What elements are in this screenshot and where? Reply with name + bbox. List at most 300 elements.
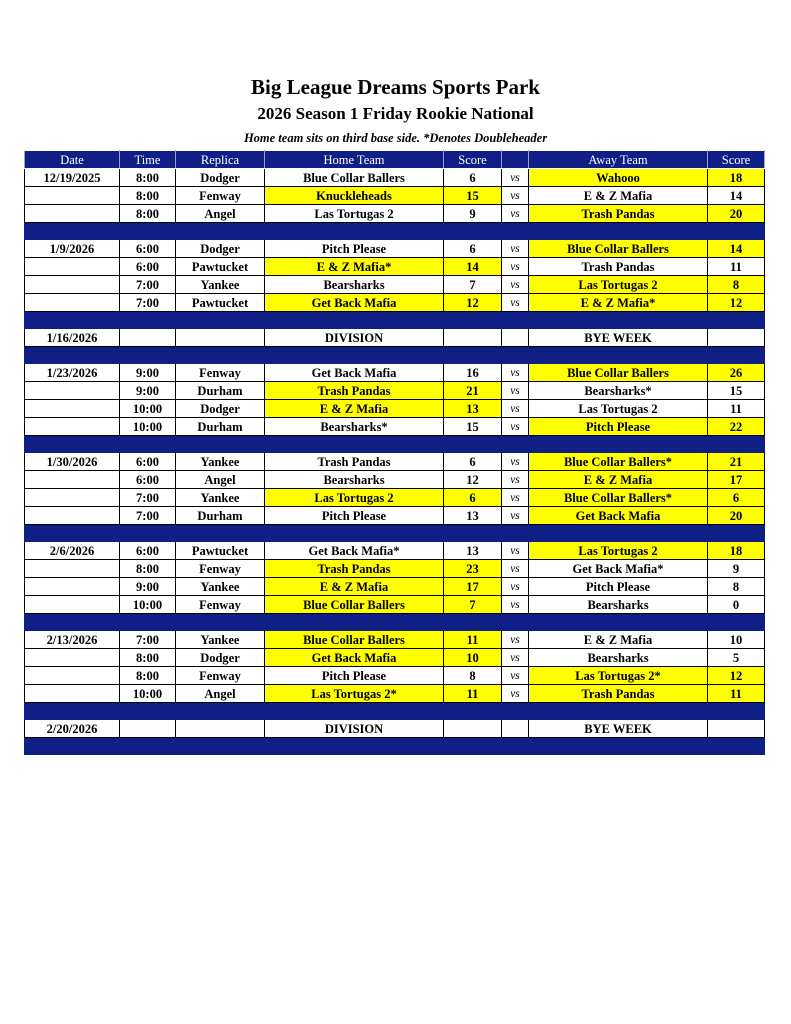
bye-week-label: BYE WEEK <box>529 329 708 347</box>
separator-cell <box>265 436 444 453</box>
separator-cell <box>502 614 529 631</box>
game-date <box>25 667 120 685</box>
away-team: Bearsharks <box>529 649 708 667</box>
home-score: 15 <box>444 418 502 436</box>
away-score: 10 <box>708 631 765 649</box>
separator-cell <box>176 703 265 720</box>
home-team: Trash Pandas <box>265 453 444 471</box>
away-team: Blue Collar Ballers* <box>529 489 708 507</box>
vs-label: vs <box>502 400 529 418</box>
game-replica: Pawtucket <box>176 258 265 276</box>
away-team: Las Tortugas 2 <box>529 276 708 294</box>
separator-cell <box>502 223 529 240</box>
game-date: 2/20/2026 <box>25 720 120 738</box>
bye-week-row <box>25 329 765 347</box>
home-score: 6 <box>444 169 502 187</box>
game-date <box>25 187 120 205</box>
game-replica: Fenway <box>176 364 265 382</box>
separator-cell <box>529 312 708 329</box>
week-separator <box>25 223 765 240</box>
week-separator <box>25 614 765 631</box>
separator-cell <box>708 223 765 240</box>
game-replica: Pawtucket <box>176 542 265 560</box>
separator-cell <box>708 614 765 631</box>
separator-cell <box>25 738 120 755</box>
game-replica: Pawtucket <box>176 294 265 312</box>
game-replica: Fenway <box>176 560 265 578</box>
game-time: 7:00 <box>120 631 176 649</box>
away-score: 14 <box>708 187 765 205</box>
vs-label: vs <box>502 471 529 489</box>
separator-cell <box>529 738 708 755</box>
game-replica: Durham <box>176 507 265 525</box>
header-row <box>25 151 765 169</box>
separator-cell <box>265 738 444 755</box>
game-replica: Yankee <box>176 453 265 471</box>
away-score: 21 <box>708 453 765 471</box>
home-team: Pitch Please <box>265 240 444 258</box>
separator-cell <box>502 312 529 329</box>
game-row <box>25 258 765 276</box>
separator-cell <box>25 312 120 329</box>
game-date <box>25 276 120 294</box>
week-separator <box>25 347 765 364</box>
separator-cell <box>176 738 265 755</box>
separator-cell <box>708 738 765 755</box>
game-row <box>25 453 765 471</box>
game-time: 6:00 <box>120 240 176 258</box>
game-replica <box>176 329 265 347</box>
game-time: 9:00 <box>120 382 176 400</box>
vs-label: vs <box>502 169 529 187</box>
game-date <box>25 649 120 667</box>
home-team: Bearsharks* <box>265 418 444 436</box>
bye-week-label: BYE WEEK <box>529 720 708 738</box>
game-replica: Dodger <box>176 169 265 187</box>
home-team: Get Back Mafia <box>265 649 444 667</box>
away-team: Bearsharks <box>529 596 708 614</box>
game-date <box>25 685 120 703</box>
home-score: 6 <box>444 489 502 507</box>
game-date: 1/9/2026 <box>25 240 120 258</box>
away-team: Trash Pandas <box>529 685 708 703</box>
page-subtitle: 2026 Season 1 Friday Rookie National <box>257 104 534 123</box>
home-score: 12 <box>444 294 502 312</box>
vs-label: vs <box>502 240 529 258</box>
home-team: E & Z Mafia* <box>265 258 444 276</box>
bye-division-label: DIVISION <box>265 720 444 738</box>
game-time: 6:00 <box>120 453 176 471</box>
separator-cell <box>265 614 444 631</box>
game-date: 2/6/2026 <box>25 542 120 560</box>
game-date: 12/19/2025 <box>25 169 120 187</box>
game-replica: Angel <box>176 205 265 223</box>
away-score: 8 <box>708 276 765 294</box>
separator-cell <box>120 312 176 329</box>
separator-cell <box>120 703 176 720</box>
separator-cell <box>502 525 529 542</box>
separator-cell <box>529 223 708 240</box>
bye-division-label: DIVISION <box>265 329 444 347</box>
game-time: 10:00 <box>120 685 176 703</box>
home-team: Get Back Mafia <box>265 364 444 382</box>
game-replica: Fenway <box>176 596 265 614</box>
away-team: Las Tortugas 2* <box>529 667 708 685</box>
game-row <box>25 294 765 312</box>
game-date <box>25 382 120 400</box>
away-score: 18 <box>708 169 765 187</box>
game-time: 8:00 <box>120 187 176 205</box>
separator-cell <box>444 436 502 453</box>
separator-cell <box>176 223 265 240</box>
vs-label: vs <box>502 382 529 400</box>
game-row <box>25 596 765 614</box>
separator-cell <box>502 436 529 453</box>
away-team: Trash Pandas <box>529 205 708 223</box>
vs-label: vs <box>502 258 529 276</box>
game-date <box>25 258 120 276</box>
home-score: 8 <box>444 667 502 685</box>
game-row <box>25 649 765 667</box>
game-date: 1/23/2026 <box>25 364 120 382</box>
doubleheader-note: Home team sits on third base side. *Denotes Doubleheader <box>243 131 548 145</box>
game-row <box>25 382 765 400</box>
game-date <box>25 205 120 223</box>
home-score: 7 <box>444 276 502 294</box>
away-team: Las Tortugas 2 <box>529 400 708 418</box>
away-team: Bearsharks* <box>529 382 708 400</box>
game-replica: Durham <box>176 418 265 436</box>
home-score: 9 <box>444 205 502 223</box>
game-row <box>25 187 765 205</box>
game-time: 7:00 <box>120 276 176 294</box>
vs-label: vs <box>502 489 529 507</box>
away-team: Las Tortugas 2 <box>529 542 708 560</box>
away-team: Trash Pandas <box>529 258 708 276</box>
game-replica <box>176 720 265 738</box>
schedule-table <box>24 150 765 755</box>
home-score: 17 <box>444 578 502 596</box>
home-team: Bearsharks <box>265 471 444 489</box>
game-replica: Durham <box>176 382 265 400</box>
game-replica: Angel <box>176 685 265 703</box>
game-date: 2/13/2026 <box>25 631 120 649</box>
home-team: E & Z Mafia <box>265 400 444 418</box>
week-separator <box>25 525 765 542</box>
away-score: 22 <box>708 418 765 436</box>
away-team: Get Back Mafia* <box>529 560 708 578</box>
home-score: 6 <box>444 453 502 471</box>
separator-cell <box>444 738 502 755</box>
separator-cell <box>529 614 708 631</box>
game-time: 7:00 <box>120 489 176 507</box>
vs-label <box>502 720 529 738</box>
game-replica: Yankee <box>176 489 265 507</box>
game-time: 9:00 <box>120 578 176 596</box>
home-score: 10 <box>444 649 502 667</box>
game-time <box>120 720 176 738</box>
away-team: E & Z Mafia* <box>529 294 708 312</box>
game-row <box>25 542 765 560</box>
home-score <box>444 720 502 738</box>
home-team: Trash Pandas <box>265 560 444 578</box>
game-row <box>25 560 765 578</box>
away-score: 8 <box>708 578 765 596</box>
home-team: Las Tortugas 2 <box>265 205 444 223</box>
away-team: Blue Collar Ballers* <box>529 453 708 471</box>
away-team: Blue Collar Ballers <box>529 364 708 382</box>
game-replica: Angel <box>176 471 265 489</box>
game-date <box>25 489 120 507</box>
home-score: 11 <box>444 685 502 703</box>
game-date: 1/30/2026 <box>25 453 120 471</box>
game-row <box>25 578 765 596</box>
home-team: Pitch Please <box>265 667 444 685</box>
vs-label <box>502 329 529 347</box>
vs-label: vs <box>502 685 529 703</box>
game-time: 8:00 <box>120 205 176 223</box>
game-time: 7:00 <box>120 507 176 525</box>
away-score: 26 <box>708 364 765 382</box>
game-time: 8:00 <box>120 649 176 667</box>
home-team: Blue Collar Ballers <box>265 169 444 187</box>
game-time: 9:00 <box>120 364 176 382</box>
away-score: 11 <box>708 258 765 276</box>
away-score: 9 <box>708 560 765 578</box>
home-team: Knuckleheads <box>265 187 444 205</box>
away-score: 11 <box>708 685 765 703</box>
away-score: 6 <box>708 489 765 507</box>
home-team: Get Back Mafia* <box>265 542 444 560</box>
home-team: Trash Pandas <box>265 382 444 400</box>
separator-cell <box>708 347 765 364</box>
separator-cell <box>529 703 708 720</box>
separator-cell <box>120 525 176 542</box>
away-team: E & Z Mafia <box>529 631 708 649</box>
vs-label: vs <box>502 649 529 667</box>
game-replica: Yankee <box>176 276 265 294</box>
game-row <box>25 507 765 525</box>
separator-cell <box>529 525 708 542</box>
home-team: Blue Collar Ballers <box>265 631 444 649</box>
game-date <box>25 471 120 489</box>
away-team: E & Z Mafia <box>529 187 708 205</box>
game-row <box>25 667 765 685</box>
separator-cell <box>444 525 502 542</box>
home-team: Las Tortugas 2 <box>265 489 444 507</box>
vs-label: vs <box>502 667 529 685</box>
game-row <box>25 240 765 258</box>
home-score: 13 <box>444 542 502 560</box>
vs-label: vs <box>502 276 529 294</box>
away-team: Wahooo <box>529 169 708 187</box>
schedule-body <box>25 169 765 755</box>
game-row <box>25 631 765 649</box>
bye-week-row <box>25 720 765 738</box>
home-score: 13 <box>444 507 502 525</box>
col-header-away-team: Away Team <box>529 151 708 169</box>
game-row <box>25 169 765 187</box>
home-score: 13 <box>444 400 502 418</box>
separator-cell <box>25 223 120 240</box>
home-score: 21 <box>444 382 502 400</box>
game-row <box>25 471 765 489</box>
game-date <box>25 294 120 312</box>
away-team: Blue Collar Ballers <box>529 240 708 258</box>
away-score: 17 <box>708 471 765 489</box>
game-time: 6:00 <box>120 471 176 489</box>
game-time: 6:00 <box>120 258 176 276</box>
vs-label: vs <box>502 507 529 525</box>
game-date <box>25 400 120 418</box>
vs-label: vs <box>502 453 529 471</box>
game-date <box>25 507 120 525</box>
separator-cell <box>25 614 120 631</box>
separator-cell <box>120 614 176 631</box>
game-date: 1/16/2026 <box>25 329 120 347</box>
col-header-replica: Replica <box>176 151 265 169</box>
separator-cell <box>265 223 444 240</box>
game-row <box>25 400 765 418</box>
away-score: 12 <box>708 667 765 685</box>
home-score: 11 <box>444 631 502 649</box>
home-team: Bearsharks <box>265 276 444 294</box>
col-header-home-score: Score <box>444 151 502 169</box>
home-score: 12 <box>444 471 502 489</box>
away-team: Pitch Please <box>529 418 708 436</box>
separator-cell <box>25 525 120 542</box>
separator-cell <box>444 703 502 720</box>
separator-cell <box>176 436 265 453</box>
separator-cell <box>502 703 529 720</box>
away-score: 18 <box>708 542 765 560</box>
home-score: 16 <box>444 364 502 382</box>
game-time: 8:00 <box>120 169 176 187</box>
separator-cell <box>708 703 765 720</box>
separator-cell <box>176 312 265 329</box>
home-team: Las Tortugas 2* <box>265 685 444 703</box>
separator-cell <box>502 738 529 755</box>
away-score <box>708 720 765 738</box>
away-team: Pitch Please <box>529 578 708 596</box>
separator-cell <box>25 347 120 364</box>
home-score: 6 <box>444 240 502 258</box>
home-score: 14 <box>444 258 502 276</box>
away-score: 11 <box>708 400 765 418</box>
game-date <box>25 596 120 614</box>
separator-cell <box>120 347 176 364</box>
game-replica: Yankee <box>176 578 265 596</box>
game-row <box>25 276 765 294</box>
game-time <box>120 329 176 347</box>
vs-label: vs <box>502 631 529 649</box>
away-score <box>708 329 765 347</box>
vs-label: vs <box>502 187 529 205</box>
game-date <box>25 418 120 436</box>
vs-label: vs <box>502 542 529 560</box>
game-time: 10:00 <box>120 400 176 418</box>
separator-cell <box>444 614 502 631</box>
col-header-time: Time <box>120 151 176 169</box>
game-time: 10:00 <box>120 418 176 436</box>
game-replica: Dodger <box>176 649 265 667</box>
game-row <box>25 364 765 382</box>
week-separator <box>25 312 765 329</box>
game-replica: Dodger <box>176 240 265 258</box>
col-header-vs <box>502 151 529 169</box>
separator-cell <box>120 738 176 755</box>
page-title: Big League Dreams Sports Park <box>251 75 540 99</box>
separator-cell <box>265 312 444 329</box>
separator-cell <box>444 347 502 364</box>
game-time: 6:00 <box>120 542 176 560</box>
game-date <box>25 560 120 578</box>
col-header-home-team: Home Team <box>265 151 444 169</box>
separator-cell <box>444 312 502 329</box>
separator-cell <box>25 436 120 453</box>
game-time: 7:00 <box>120 294 176 312</box>
separator-cell <box>176 525 265 542</box>
separator-cell <box>502 347 529 364</box>
vs-label: vs <box>502 364 529 382</box>
game-row <box>25 685 765 703</box>
away-score: 12 <box>708 294 765 312</box>
home-team: E & Z Mafia <box>265 578 444 596</box>
away-score: 14 <box>708 240 765 258</box>
game-time: 8:00 <box>120 560 176 578</box>
home-score: 7 <box>444 596 502 614</box>
separator-cell <box>120 436 176 453</box>
separator-cell <box>529 347 708 364</box>
game-time: 10:00 <box>120 596 176 614</box>
separator-cell <box>176 347 265 364</box>
separator-cell <box>708 436 765 453</box>
game-time: 8:00 <box>120 667 176 685</box>
week-separator <box>25 703 765 720</box>
game-row <box>25 489 765 507</box>
away-score: 20 <box>708 507 765 525</box>
game-replica: Dodger <box>176 400 265 418</box>
separator-cell <box>265 525 444 542</box>
vs-label: vs <box>502 205 529 223</box>
game-row <box>25 418 765 436</box>
separator-cell <box>708 525 765 542</box>
separator-cell <box>265 703 444 720</box>
away-score: 20 <box>708 205 765 223</box>
col-header-date: Date <box>25 151 120 169</box>
away-score: 0 <box>708 596 765 614</box>
game-replica: Fenway <box>176 187 265 205</box>
home-score: 23 <box>444 560 502 578</box>
week-separator <box>25 738 765 755</box>
vs-label: vs <box>502 578 529 596</box>
separator-cell <box>25 703 120 720</box>
game-replica: Yankee <box>176 631 265 649</box>
away-team: Get Back Mafia <box>529 507 708 525</box>
game-row <box>25 205 765 223</box>
week-separator <box>25 436 765 453</box>
vs-label: vs <box>502 560 529 578</box>
col-header-away-score: Score <box>708 151 765 169</box>
vs-label: vs <box>502 294 529 312</box>
separator-cell <box>265 347 444 364</box>
home-score <box>444 329 502 347</box>
separator-cell <box>176 614 265 631</box>
away-score: 15 <box>708 382 765 400</box>
separator-cell <box>529 436 708 453</box>
vs-label: vs <box>502 596 529 614</box>
home-team: Get Back Mafia <box>265 294 444 312</box>
